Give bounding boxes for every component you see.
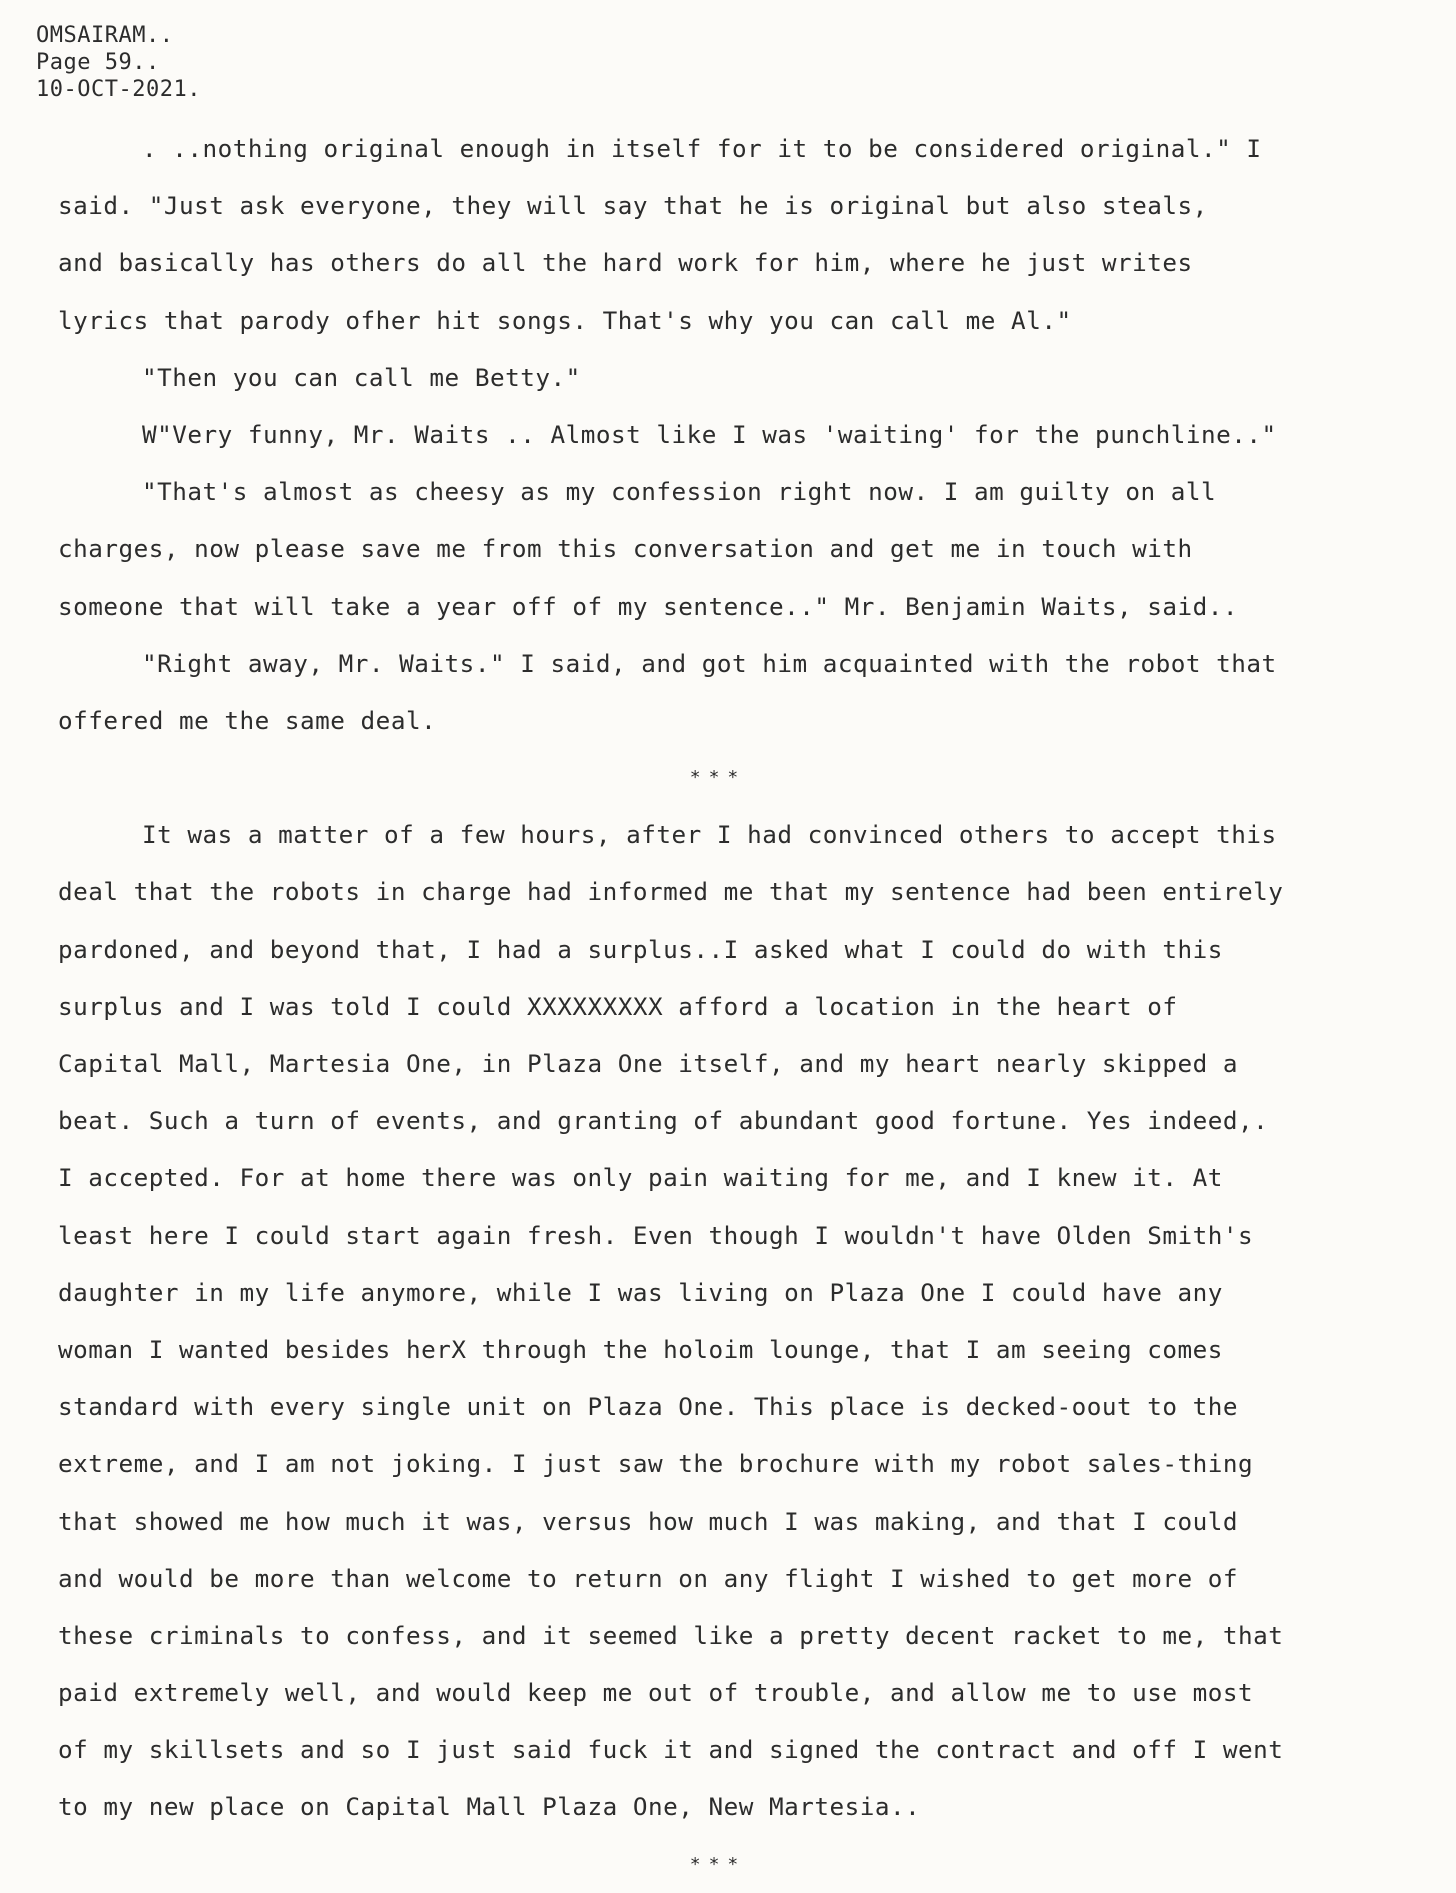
text-line: pardoned, and beyond that, I had a surplus..I asked what I could do with this [58, 934, 1223, 964]
text-line: beat. Such a turn of events, and granting of abundant good fortune. Yes indeed,. [58, 1106, 1269, 1136]
text-line: woman I wanted besides herX through the holoim lounge, that I am seeing comes [58, 1334, 1223, 1364]
text-line: "Then you can call me Betty." [142, 362, 581, 392]
text-line: daughter in my life anymore, while I was living on Plaza One I could have any [58, 1277, 1223, 1307]
text-line: said. "Just ask everyone, they will say that he is original but also steals, [58, 191, 1208, 221]
text-line: lyrics that parody ofher hit songs. That's why you can call me Al." [58, 305, 1072, 335]
section-separator: *** [689, 767, 747, 789]
text-line: paid extremely well, and would keep me out of trouble, and allow me to use most [58, 1678, 1254, 1708]
text-line: of my skillsets and so I just said fuck it and signed the contract and off I went [58, 1735, 1284, 1765]
text-line: "Right away, Mr. Waits." I said, and got him acquainted with the robot that [142, 648, 1277, 678]
text-line: W"Very funny, Mr. Waits .. Almost like I was 'waiting' for the punchline.." [142, 419, 1277, 449]
text-line: standard with every single unit on Plaza One. This place is decked-oout to the [58, 1392, 1238, 1422]
page-number: Page 59.. [36, 50, 160, 75]
text-line: "That's almost as cheesy as my confession right now. I am guilty on all [142, 477, 1217, 507]
text-line: someone that will take a year off of my sentence.." Mr. Benjamin Waits, said.. [58, 591, 1238, 621]
text-line: I accepted. For at home there was only pain waiting for me, and I knew it. At [58, 1163, 1223, 1193]
text-line: to my new place on Capital Mall Plaza One, New Martesia.. [58, 1792, 921, 1822]
page-body [58, 120, 1448, 1893]
text-line: Capital Mall, Martesia One, in Plaza One itself, and my heart nearly skipped a [58, 1049, 1238, 1078]
header-title: OMSAIRAM.. [36, 23, 174, 48]
text-line: and basically has others do all the hard work for him, where he just writes [58, 248, 1193, 278]
text-line: extreme, and I am not joking. I just saw the brochure with my robot sales-thing [58, 1449, 1254, 1479]
text-line: charges, now please save me from this conversation and get me in touch with [58, 534, 1193, 564]
page-date: 10-OCT-2021. [36, 77, 201, 102]
section-separator: *** [689, 1853, 747, 1875]
text-line: offered me the same deal. [58, 705, 437, 735]
text-line: least here I could start again fresh. Even though I wouldn't have Olden Smith's [58, 1220, 1254, 1250]
text-line: It was a matter of a few hours, after I had convinced others to accept this [142, 820, 1277, 850]
text-line: that showed me how much it was, versus how much I was making, and that I could [58, 1506, 1238, 1536]
text-line: and would be more than welcome to return on any flight I wished to get more of [58, 1563, 1238, 1593]
text-line: these criminals to confess, and it seemed like a pretty decent racket to me, that [58, 1620, 1284, 1650]
page-header [36, 22, 201, 103]
text-line: . ..nothing original enough in itself for it to be considered original." I [142, 134, 1262, 163]
text-line: surplus and I was told I could XXXXXXXXX afford a location in the heart of [58, 991, 1178, 1021]
text-line: deal that the robots in charge had informed me that my sentence had been entirely [58, 877, 1284, 907]
